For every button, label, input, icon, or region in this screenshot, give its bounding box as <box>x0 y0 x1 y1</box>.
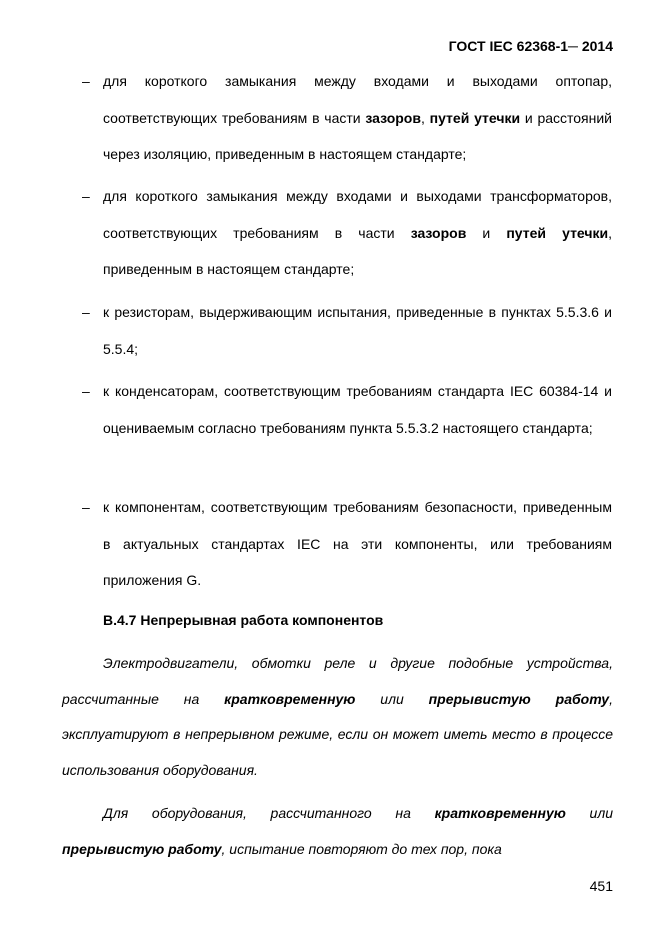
list-item <box>82 489 612 599</box>
list-dash: – <box>82 188 90 204</box>
page-number: 451 <box>589 878 613 894</box>
list-item <box>82 294 612 367</box>
term-clearance: зазоров <box>410 224 467 241</box>
section-heading: В.4.7 Непрерывная работа компонентов <box>103 612 384 628</box>
list-item <box>82 178 612 288</box>
list-dash: – <box>82 304 90 320</box>
term-intermittent: прерывистую работу <box>428 690 610 707</box>
term-creepage: путей утечки <box>506 224 609 241</box>
list-item-text: к резисторам, выдерживающим испытания, приведенные в пунктах 5.5.3.6 и 5.5.4; <box>103 304 612 357</box>
list-item-text: к компонентам, соответствующим требованиям безопасности, приведенным в актуальных стандартах IEC на эти компоненты, или требованиям приложения G. <box>103 499 612 588</box>
term-creepage: путей утечки <box>429 109 521 126</box>
list-item-text: для короткого замыкания между входами и выходами трансформаторов, соответствующих требованиям в части зазоров и путей утечки, приведенным в настоящем стандарте; <box>103 188 612 277</box>
document-header: ГОСТ IEC 62368-1─ 2014 <box>448 38 613 54</box>
list-item-text: к конденсаторам, соответствующим требованиям стандарта IEC 60384-14 и оцениваемым согласно требованиям пункта 5.5.3.2 настоящего стандарта; <box>103 383 612 436</box>
term-intermittent: прерывистую работу <box>62 840 222 857</box>
list-item <box>82 63 612 173</box>
list-item-text: для короткого замыкания между входами и выходами оптопар, соответствующих требованиям в части зазоров, путей утечки и расстояний через изоляцию, приведенным в настоящем стандарте; <box>103 73 613 162</box>
term-short-time: кратковременную <box>224 690 356 707</box>
paragraph: Электродвигатели, обмотки реле и другие подобные устройства, рассчитанные на кратковременную или прерывистую работу, эксплуатируют в непрерывном режиме, если он может иметь место в процессе использования оборудования. <box>62 655 613 778</box>
paragraph: Для оборудования, рассчитанного на кратковременную или прерывистую работу, испытание повторяют до тех пор, пока <box>62 805 613 857</box>
list-dash: – <box>82 383 90 399</box>
term-short-time: кратковременную <box>434 805 566 821</box>
list-dash: – <box>82 499 90 515</box>
term-clearance: зазоров <box>365 109 421 126</box>
list-item <box>82 373 612 446</box>
list-dash: – <box>82 73 90 89</box>
